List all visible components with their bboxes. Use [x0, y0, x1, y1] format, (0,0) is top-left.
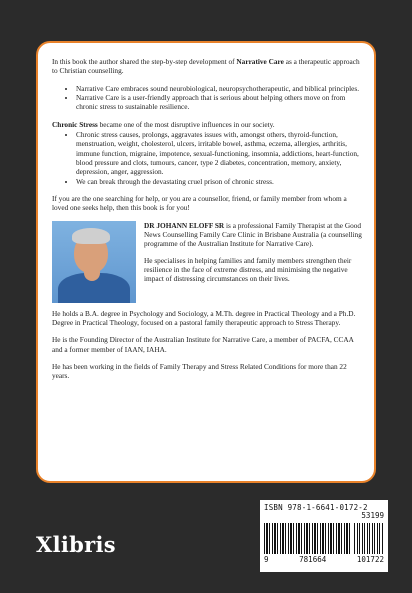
- degrees-paragraph: He holds a B.A. degree in Psychology and Sociology, a M.Th. degree in Practical Theology and a Ph.D. Degree in Practical Theology, focused on a pastoral family therapeutic approach to Stress Therapy.: [52, 308, 356, 327]
- list-item: • Narrative Care is a user-friendly approach that is serious about helping others move on from chronic stress to sustainable resilience.: [76, 93, 362, 112]
- experience-paragraph: He has been working in the fields of Family Therapy and Stress Related Conditions for more than 22 years.: [52, 361, 347, 381]
- publisher-logo: Xlibris: [36, 532, 116, 557]
- intro-paragraph: In this book the author shared the step-by-step development of Narrative Care as a therapeutic approach to Christian counselling.: [52, 57, 360, 76]
- author-bio: [52, 221, 362, 303]
- price-code: 53199: [361, 511, 384, 520]
- stress-bullets: [52, 130, 362, 186]
- director-paragraph: He is the Founding Director of the Australian Institute for Narrative Care, a member of PACFA, CCAA and a former member of IAAN, IAHA.: [52, 335, 354, 354]
- appeal-paragraph: If you are the one searching for help, or you are a counsellor, friend, or family member from whom a loved one seeks help, then this book is for you!: [52, 193, 347, 213]
- author-photo: [52, 221, 136, 303]
- author-bio-text: DR JOHANN ELOFF SR is a professional Family Therapist at the Good News Counselling Family Care Clinic in Brisbane Australia (a counselling programme of the Australian Institute for Narrative Care). He specialises in helping families and family members strengthen their resilience in the face of extreme distress, and minimising the negative impact of distressing circumstances on their lives.: [144, 220, 362, 284]
- stress-paragraph: Chronic Stress became one of the most disruptive influences in our society.: [52, 119, 275, 129]
- list-item: • Narrative Care embraces sound neurobiological, neuropsychotherapeutic, and biblical principles.: [76, 84, 362, 93]
- barcode-bars: [264, 514, 384, 554]
- back-cover-panel: [36, 41, 376, 483]
- barcode-digits: 9 781664 101722: [264, 555, 384, 564]
- isbn-label: ISBN 978-1-6641-0172-2: [264, 503, 368, 512]
- intro-bullets: [52, 84, 362, 112]
- isbn-barcode: [260, 500, 388, 572]
- list-item: • Chronic stress causes, prolongs, aggravates issues with, amongst others, thyroid-function, menstruation, weight, cholesterol, ulcers, irritable bowel, asthma, eczema, allergies, arthritis, immune function, migraine, impotence, sexual-functioning, insomnia, addictions, heart-function, blood pressure and clots, tumours, cancer, type 2 diabetes, concentration, memory, anxiety, depression, anger, aggression.: [76, 130, 362, 177]
- list-item: • We can break through the devastating cruel prison of chronic stress.: [76, 177, 362, 186]
- author-name: DR JOHANN ELOFF SR: [144, 220, 225, 230]
